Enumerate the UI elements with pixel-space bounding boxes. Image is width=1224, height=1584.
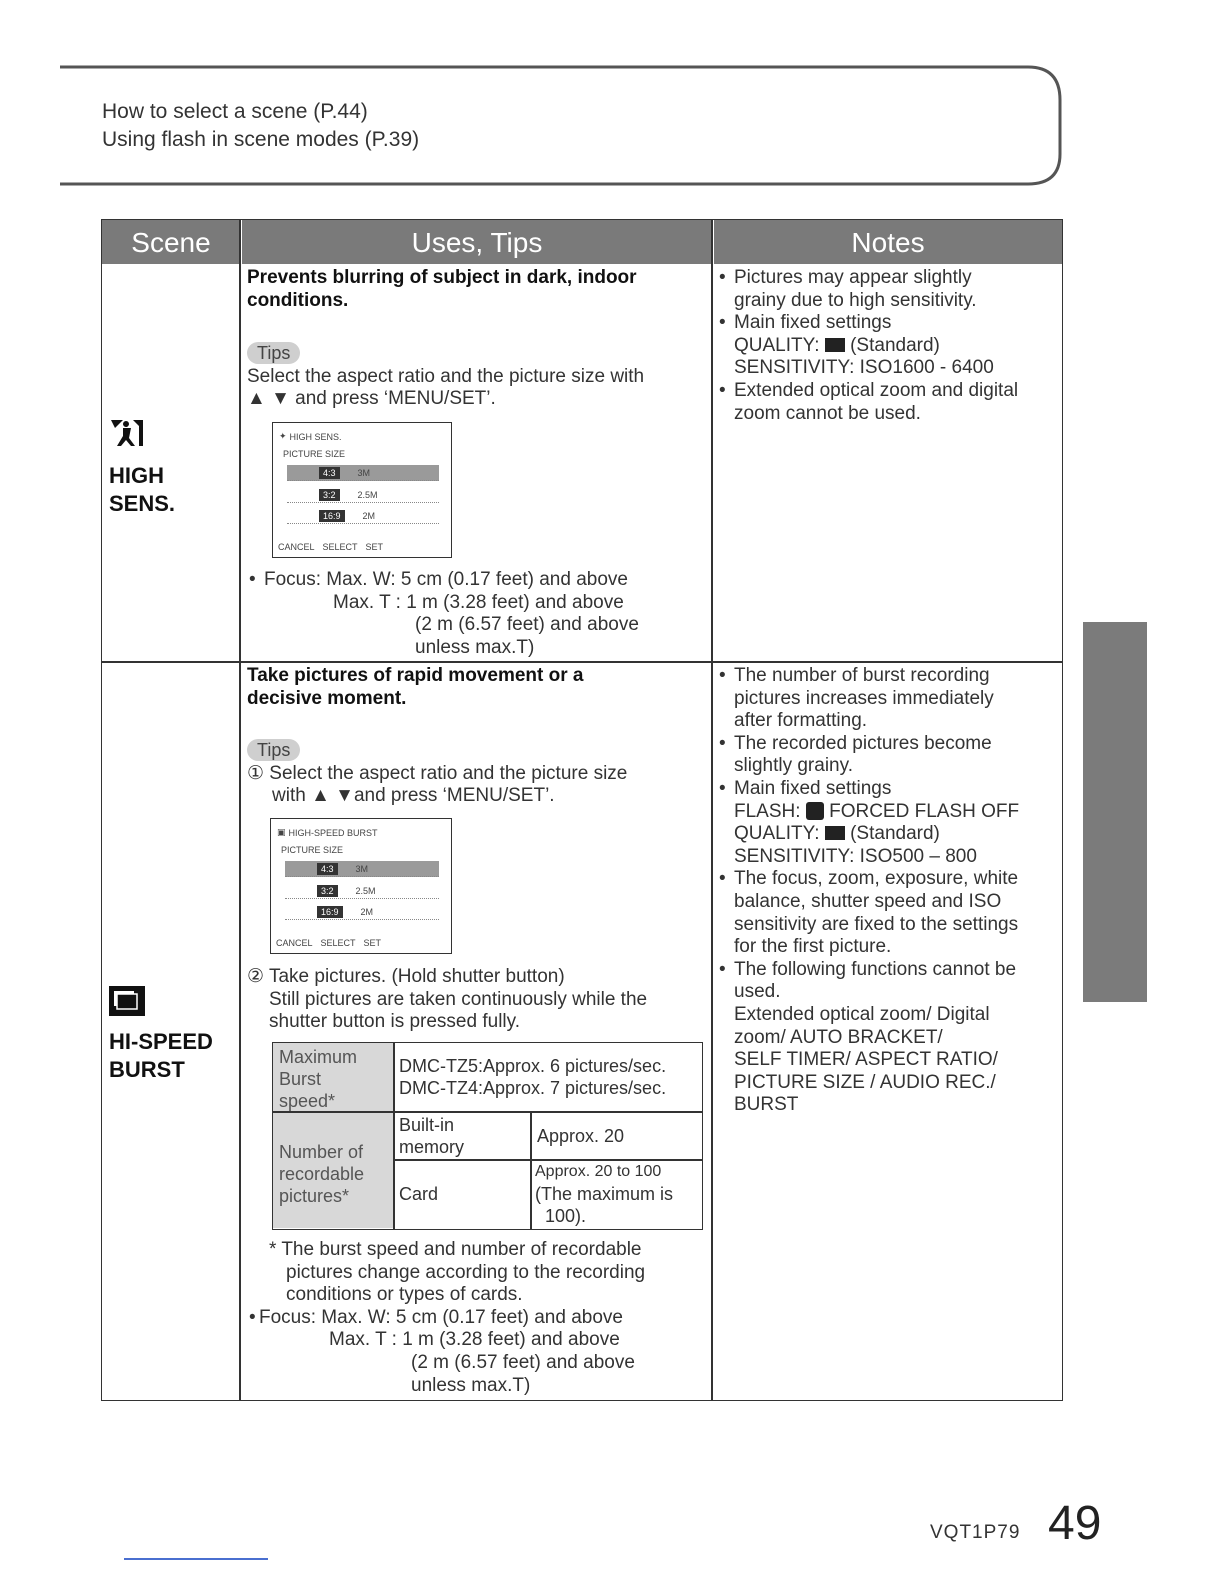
builtin-memory-label: Built-in memory (399, 1115, 465, 1157)
builtin-memory-value: Approx. 20 (537, 1126, 625, 1146)
burst-spec-table (272, 1042, 703, 1230)
burst-heading: Take pictures of rapid movement or a decisive moment. (247, 665, 584, 709)
row-divider (102, 661, 1062, 663)
document-code: VQT1P79 (930, 1522, 1021, 1543)
card-label: Card (399, 1184, 439, 1204)
hi-speed-burst-label: HI-SPEED BURST (109, 1029, 213, 1082)
header-uses-tips: Uses, Tips (242, 220, 712, 264)
header-notes: Notes (714, 220, 1062, 264)
hi-speed-burst-icon (109, 986, 145, 1021)
recordable-pictures-label: Number of recordable pictures* (273, 1113, 393, 1228)
list-item: 4:3 3M (287, 465, 439, 481)
high-sens-notes: • Pictures may appear slightly grainy due to high sensitivity. • Main fixed settings QUALITY: (Standard) SENSITIVITY: ISO1600 - 6400 • Extended optical zoom and digital zoom cannot be used. (717, 267, 1018, 425)
reference-line-scene: How to select a scene (P.44) (102, 100, 368, 123)
bottom-rule (124, 1558, 268, 1560)
high-sens-screen: ✦ HIGH SENS. PICTURE SIZE 4:3 3M 3:2 2.5M 16:9 2M CANCEL SELECT SET (272, 422, 452, 558)
tips-badge: Tips (247, 739, 300, 761)
list-item: 16:9 2M (285, 904, 439, 920)
tips-badge: Tips (247, 342, 300, 364)
burst-screen: ▣ HIGH-SPEED BURST PICTURE SIZE 4:3 3M 3:2 2.5M 16:9 2M CANCEL SELECT SET (270, 818, 452, 954)
scene-mini-icon: ✦ (279, 431, 287, 441)
quality-standard-icon (825, 826, 845, 840)
list-item: 4:3 3M (285, 861, 439, 877)
list-item: 3:2 2.5M (285, 883, 439, 899)
reference-line-flash: Using flash in scene modes (P.39) (102, 128, 420, 151)
high-sens-heading: Prevents blurring of subject in dark, indoor conditions. (247, 267, 637, 311)
high-sens-icon (109, 416, 145, 453)
burst-notes: • The number of burst recording pictures increases immediately after formatting. • The recorded pictures become slightly grainy. • Main fixed settings FLASH: FORCED FLASH OFF QUALITY: (Standard) SENSITIVITY: ISO500 – 800 • The focus, zoom, exposure, white balance, shutter speed and ISO sensitivity are fixed to the settings for the first picture. • The following functions cannot be used. Extended optical zoom/ Digital zoom/ AUTO BRACKET/ SELF TIMER/ ASPECT RATIO/ PICTURE SIZE / AUDIO REC./ BURST (717, 665, 1019, 1117)
burst-tips: Tips ① Select the aspect ratio and the picture size with ▲ ▼and press ‘MENU/SET’. (247, 740, 628, 807)
page-number: 49 (1048, 1497, 1102, 1550)
card-value: Approx. 20 to 100 (The maximum is 100). (535, 1163, 674, 1226)
quality-standard-icon (825, 338, 845, 352)
section-side-tab (1083, 622, 1147, 1002)
burst-step-2: ② Take pictures. (Hold shutter button) Still pictures are taken continuously while the shutter button is pressed fully. (247, 966, 648, 1033)
max-burst-speed-label: Maximum Burst speed* (273, 1043, 393, 1111)
list-item: 16:9 2M (287, 508, 439, 524)
column-divider (711, 220, 713, 1400)
flash-off-icon (806, 802, 824, 820)
burst-footnote: * The burst speed and number of recordable pictures change according to the recording conditions or types of cards. • Focus: Max. W: 5 cm (0.17 feet) and above Max. T : 1 m (3.28 feet) and above (2 m (6.57 feet) and above unless max.T) (247, 1239, 645, 1397)
column-divider (239, 220, 241, 1400)
burst-mini-icon: ▣ (277, 827, 286, 837)
high-sens-tips: Tips Select the aspect ratio and the picture size with ▲ ▼ and press ‘MENU/SET’. (247, 343, 645, 410)
max-burst-speed-value: DMC-TZ5:Approx. 6 pictures/sec. DMC-TZ4:Approx. 7 pictures/sec. (399, 1056, 667, 1098)
scene-table (101, 219, 1063, 1401)
high-sens-focus: • Focus: Max. W: 5 cm (0.17 feet) and above Max. T : 1 m (3.28 feet) and above (2 m (6.57 feet) and above unless max.T) (247, 569, 639, 659)
reference-box (60, 64, 1062, 184)
list-item: 3:2 2.5M (287, 487, 439, 503)
header-scene: Scene (102, 220, 240, 264)
high-sens-label: HIGH SENS. (109, 463, 176, 516)
